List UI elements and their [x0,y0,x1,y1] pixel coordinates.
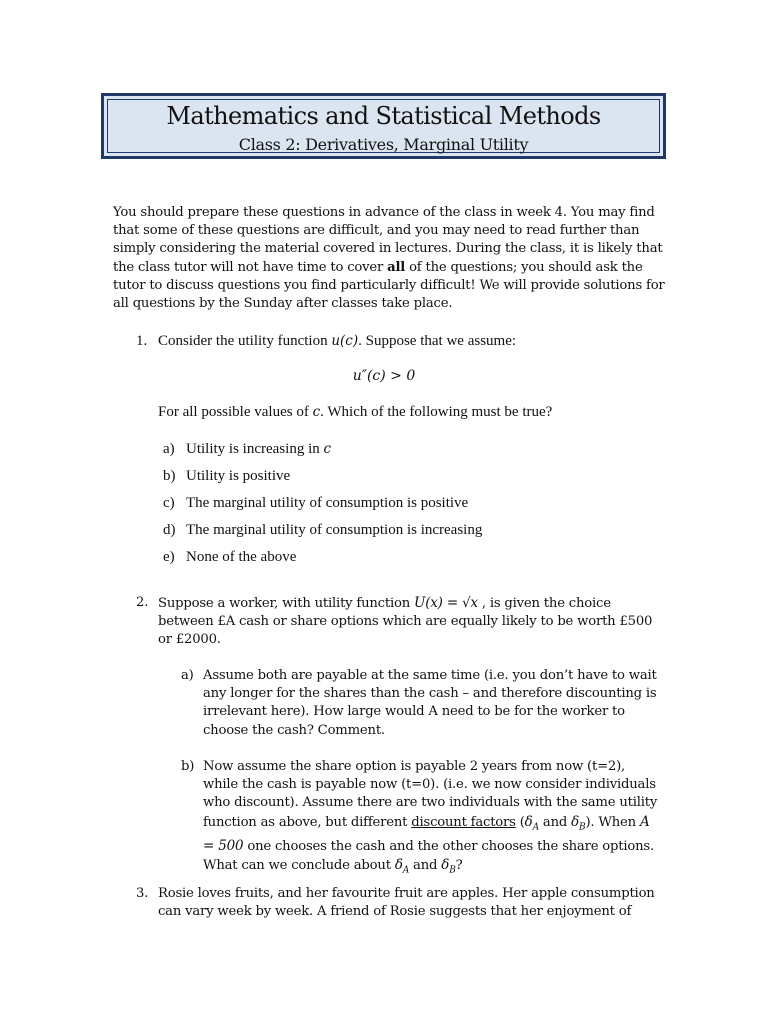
delta-subscript: B [449,865,456,876]
q1-text [158,333,516,350]
q2b-text-5: ? [455,857,463,873]
q2b-and-2: and [409,857,442,873]
q2b-text [203,758,663,880]
delta-symbol: δ [394,856,403,873]
q2b-underlined-term: discount factors [411,814,516,830]
title-box [101,93,666,159]
q2b-math-a: A = 500 [203,813,650,854]
q2-text [158,594,658,650]
delta-symbol: δ [571,813,580,830]
q1-option-a-text: Utility is increasing in [186,441,324,457]
q1-follow-math: c [312,404,321,420]
q1-text-a: Consider the utility function [158,333,332,349]
q2-text-b: , is given the choice between £A cash or share options which are equally likely to be worth £500 or £2000. [158,596,653,648]
q2b-text-1: Now assume the share option is payable 2 years from now (t=2), while the cash is payable now (t=0). (i.e. we now consider individuals who discount). Assume there are two individuals with the same utility function as above, but different [203,759,658,830]
q2b-delta-a [524,813,539,833]
q1-option-letter: d) [163,522,176,538]
q2a-text: Assume both are payable at the same time (i.e. you don’t have to wait any longer for the shares than the cash – and therefore discounting is irrelevant here). How large would A need to be for the worker to choose the cash? Comment. [203,668,657,738]
q1-equation: u″(c) > 0 [352,368,416,384]
delta-symbol: δ [441,856,450,873]
q1-option-text [186,441,331,458]
intro-bold-word: all [387,259,406,275]
q2b-and: and [538,814,572,830]
delta-subscript: B [579,822,586,833]
q3-number: 3. [136,886,149,901]
q2b-delta-b [571,813,586,833]
q2-text-a: Suppose a worker, with utility function [158,596,415,611]
q1-follow-text [158,404,552,421]
q1-option-text: Utility is positive [186,468,291,484]
q2b-text-3: ). When [585,814,640,830]
q1-follow-a: For all possible values of [158,404,313,420]
intro-text-2: of the questions; you should ask the tutor to discuss questions you find particularly difficult! We will provide solutions for all questions by the Sunday after classes take place. [113,259,665,312]
q1-option-letter: a) [163,441,175,457]
q1-number: 1. [136,333,148,349]
q2b-delta-b-2 [441,856,456,876]
document-title: Mathematics and Statistical Methods [166,102,601,130]
delta-subscript: A [532,822,539,833]
q1-option-letter: c) [163,495,175,511]
q1-option-text: The marginal utility of consumption is increasing [186,522,483,538]
delta-symbol: δ [524,813,533,830]
q2b-text-2: ( [515,814,525,830]
delta-subscript: A [402,865,410,876]
document-subtitle: Class 2: Derivatives, Marginal Utility [238,135,529,154]
q2b-letter: b) [181,759,195,774]
q2b-text-4: one chooses the cash and the other chooses the share options. What can we conclude about [203,838,654,873]
q1-option-a-math: c [323,441,332,457]
q2-number: 2. [136,595,149,610]
q2-math-fn: U(x) = √x [414,595,478,611]
intro-text-1: You should prepare these questions in advance of the class in week 4. You may find that some of these questions are difficult, and you may need to read further than simply considering the material covered in lectures. During the class, it is likely that the class tutor will not have time to cover [113,205,663,275]
q1-follow-b: . Which of the following must be true? [320,404,553,420]
q1-option-letter: b) [163,468,176,484]
q3-text: Rosie loves fruits, and her favourite fruit are apples. Her apple consumption can vary week by week. A friend of Rosie suggests that her enjoyment of [158,886,655,920]
q1-option-letter: e) [163,549,175,565]
q1-text-b: . Suppose that we assume: [358,333,517,349]
q1-option-text: None of the above [186,549,297,565]
q1-option-text: The marginal utility of consumption is positive [186,495,469,511]
intro-paragraph [113,204,673,313]
q2a-letter: a) [181,668,194,683]
q1-math-uc: u(c) [331,333,359,349]
q2b-delta-a-2 [394,856,410,876]
